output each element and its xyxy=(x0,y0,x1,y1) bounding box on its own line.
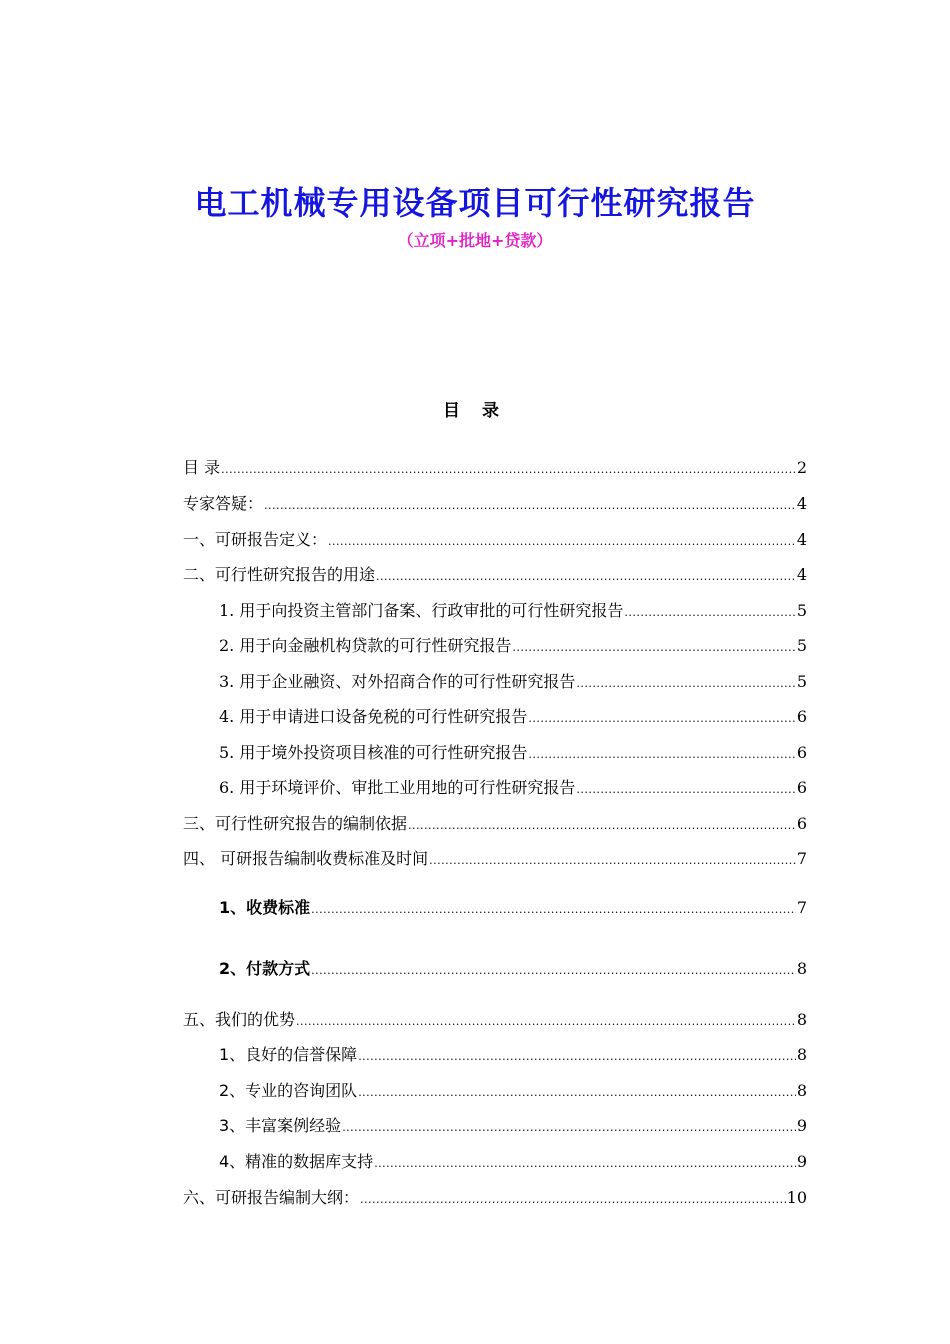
toc-leader-dots xyxy=(311,898,796,922)
toc-entry[interactable] xyxy=(183,1186,807,1210)
toc-entry[interactable] xyxy=(219,741,807,765)
toc-entry[interactable] xyxy=(183,492,807,516)
toc-leader-dots xyxy=(360,1188,786,1212)
toc-entry-page: 8 xyxy=(796,1045,807,1064)
toc-entry-label: 2、付款方式 xyxy=(219,959,311,978)
toc-leader-dots xyxy=(528,707,795,731)
toc-entry-label: 目 录 xyxy=(183,458,221,477)
toc-entry-label: 5. 用于境外投资项目核准的可行性研究报告 xyxy=(219,743,528,762)
toc-leader-dots xyxy=(311,959,796,983)
toc-entry-label: 2、专业的咨询团队 xyxy=(219,1081,358,1100)
toc-entry-page: 7 xyxy=(796,849,807,868)
toc-entry[interactable] xyxy=(219,1043,807,1067)
toc-entry-label: 1. 用于向投资主管部门备案、行政审批的可行性研究报告 xyxy=(219,601,624,620)
toc-entry-label: 4、精准的数据库支持 xyxy=(219,1152,374,1171)
toc-leader-dots xyxy=(376,565,796,589)
document-title: 电工机械专用设备项目可行性研究报告 xyxy=(194,184,756,222)
toc-entry[interactable] xyxy=(219,1114,807,1138)
toc-entry-label: 专家答疑： xyxy=(183,494,264,513)
toc-entry-label: 3、丰富案例经验 xyxy=(219,1116,342,1135)
toc-entry-label: 六、可研报告编制大纲： xyxy=(183,1188,360,1207)
toc-entry-page: 8 xyxy=(796,1010,807,1029)
toc-entry[interactable] xyxy=(219,599,807,623)
toc-entry-page: 8 xyxy=(796,959,807,978)
toc-leader-dots xyxy=(342,1116,796,1140)
toc-entry-label: 一、可研报告定义： xyxy=(183,530,328,549)
toc-entry-label: 6. 用于环境评价、审批工业用地的可行性研究报告 xyxy=(219,778,576,797)
toc-entry-label: 3. 用于企业融资、对外招商合作的可行性研究报告 xyxy=(219,672,576,691)
toc-entry-page: 9 xyxy=(796,1116,807,1135)
toc-entry[interactable] xyxy=(219,896,807,920)
toc-entry-label: 二、可行性研究报告的用途 xyxy=(183,565,376,584)
toc-leader-dots xyxy=(358,1045,796,1069)
toc-entry[interactable] xyxy=(183,1008,807,1032)
toc-entry[interactable] xyxy=(183,456,807,480)
toc-entry[interactable] xyxy=(183,812,807,836)
toc-leader-dots xyxy=(408,814,796,838)
toc-entry[interactable] xyxy=(219,1150,807,1174)
toc-leader-dots xyxy=(512,636,795,660)
toc-entry-page: 6 xyxy=(796,778,807,797)
toc-entry-label: 五、我们的优势 xyxy=(183,1010,296,1029)
toc-entry[interactable] xyxy=(219,1079,807,1103)
toc-leader-dots xyxy=(374,1152,796,1176)
toc-leader-dots xyxy=(328,530,796,554)
toc-entry-label: 三、可行性研究报告的编制依据 xyxy=(183,814,408,833)
toc-entry[interactable] xyxy=(219,776,807,800)
toc-entry-page: 6 xyxy=(796,743,807,762)
toc-entry-page: 6 xyxy=(796,814,807,833)
toc-leader-dots xyxy=(624,601,795,625)
toc-entry-page: 4 xyxy=(796,565,807,584)
toc-entry[interactable] xyxy=(219,705,807,729)
toc-leader-dots xyxy=(296,1010,796,1034)
toc-entry[interactable] xyxy=(183,528,807,552)
toc-entry-page: 10 xyxy=(786,1188,807,1207)
toc-heading: 目 录 xyxy=(443,401,507,421)
toc-entry-page: 2 xyxy=(796,458,807,477)
toc-entry-page: 9 xyxy=(796,1152,807,1171)
toc-entry-page: 5 xyxy=(796,672,807,691)
toc-leader-dots xyxy=(528,743,795,767)
toc-entry-page: 5 xyxy=(796,636,807,655)
toc-leader-dots xyxy=(358,1081,796,1105)
toc-entry[interactable] xyxy=(219,957,807,981)
toc-leader-dots xyxy=(429,849,796,873)
toc-entry-page: 6 xyxy=(796,707,807,726)
toc-entry-label: 2. 用于向金融机构贷款的可行性研究报告 xyxy=(219,636,512,655)
toc-entry-page: 4 xyxy=(796,494,807,513)
toc-entry[interactable] xyxy=(219,670,807,694)
toc-entry-label: 1、良好的信誉保障 xyxy=(219,1045,358,1064)
toc-entry[interactable] xyxy=(183,563,807,587)
toc-entry-label: 四、 可研报告编制收费标准及时间 xyxy=(183,849,429,868)
toc-leader-dots xyxy=(264,494,796,518)
toc-entry-page: 4 xyxy=(796,530,807,549)
toc-leader-dots xyxy=(576,672,795,696)
toc-leader-dots xyxy=(221,458,796,482)
toc-entry-label: 1、收费标准 xyxy=(219,898,311,917)
toc-entry-page: 5 xyxy=(796,601,807,620)
toc-entry-page: 8 xyxy=(796,1081,807,1100)
document-subtitle: （立项+批地+贷款） xyxy=(397,231,553,250)
toc-entry[interactable] xyxy=(219,634,807,658)
toc-entry-page: 7 xyxy=(796,898,807,917)
toc-entry-label: 4. 用于申请进口设备免税的可行性研究报告 xyxy=(219,707,528,726)
toc-leader-dots xyxy=(576,778,795,802)
toc-entry[interactable] xyxy=(183,847,807,871)
